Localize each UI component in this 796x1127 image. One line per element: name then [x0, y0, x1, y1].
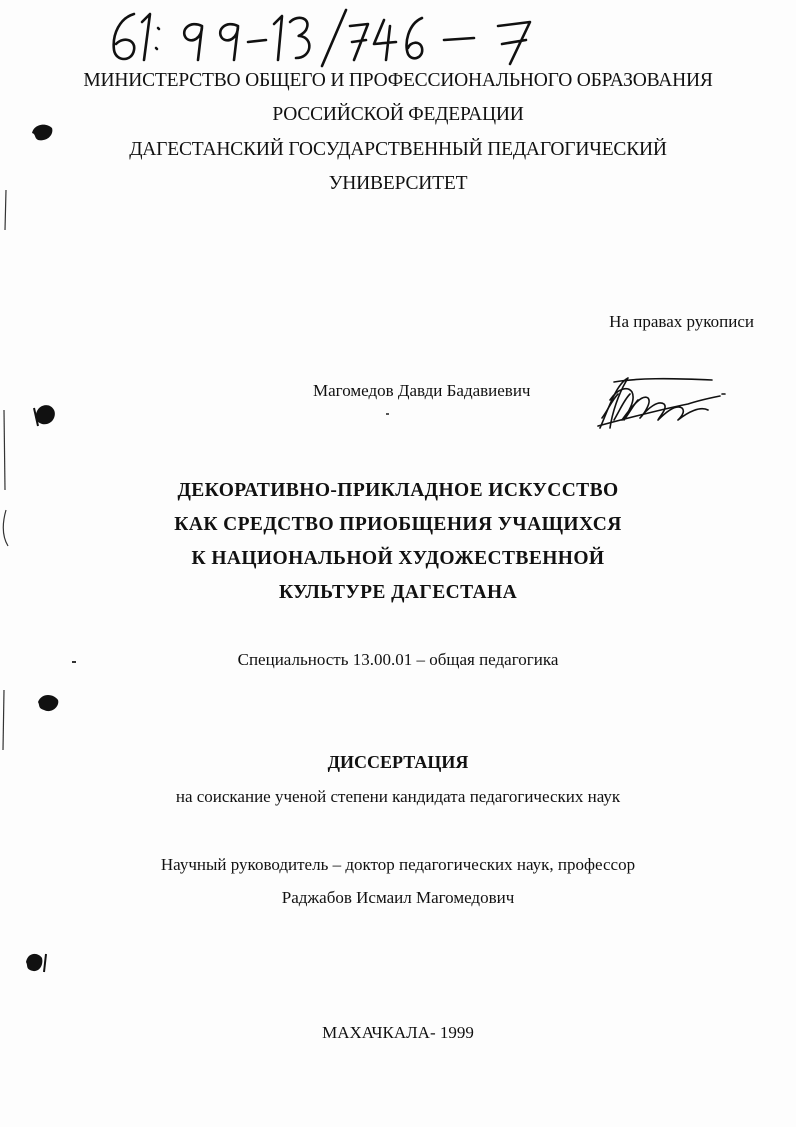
- page-edge-shadow: [0, 190, 12, 750]
- author-signature: [588, 370, 728, 434]
- rights-note: На правах рукописи: [609, 312, 754, 331]
- binding-hole-mark: [34, 690, 62, 716]
- binding-hole-mark: [28, 120, 56, 146]
- supervisor-name: Раджабов Исмаил Магомедович: [281, 888, 515, 907]
- title-line-2: КАК СРЕДСТВО ПРИОБЩЕНИЯ УЧАЩИХСЯ: [174, 514, 622, 535]
- title-line-1: ДЕКОРАТИВНО-ПРИКЛАДНОЕ ИСКУССТВО: [177, 480, 619, 501]
- handwritten-catalog-number: [100, 4, 550, 68]
- title-line-4: КУЛЬТУРЕ ДАГЕСТАНА: [278, 582, 518, 603]
- ink-dot: [72, 660, 78, 664]
- university-line-2: УНИВЕРСИТЕТ: [328, 173, 468, 194]
- binding-hole-mark: [22, 948, 50, 976]
- specialty-line: Специальность 13.00.01 – общая педагогика: [237, 650, 559, 669]
- degree-line: на соискание ученой степени кандидата педагогических наук: [175, 787, 621, 806]
- supervisor-role: Научный руководитель – доктор педагогических наук, профессор: [160, 855, 636, 874]
- document-type: ДИССЕРТАЦИЯ: [327, 752, 469, 772]
- ministry-line: МИНИСТЕРСТВО ОБЩЕГО И ПРОФЕССИОНАЛЬНОГО ОБРАЗОВАНИЯ: [83, 70, 713, 91]
- binding-hole-mark: [30, 400, 60, 430]
- author-name: Магомедов Давди Бадавиевич: [313, 381, 531, 400]
- city-year: МАХАЧКАЛА- 1999: [322, 1023, 474, 1042]
- university-line: ДАГЕСТАНСКИЙ ГОСУДАРСТВЕННЫЙ ПЕДАГОГИЧЕСКИЙ: [129, 139, 667, 160]
- federation-line: РОССИЙСКОЙ ФЕДЕРАЦИИ: [272, 104, 524, 125]
- ink-dot: [386, 412, 392, 416]
- title-line-3: К НАЦИОНАЛЬНОЙ ХУДОЖЕСТВЕННОЙ: [191, 548, 605, 569]
